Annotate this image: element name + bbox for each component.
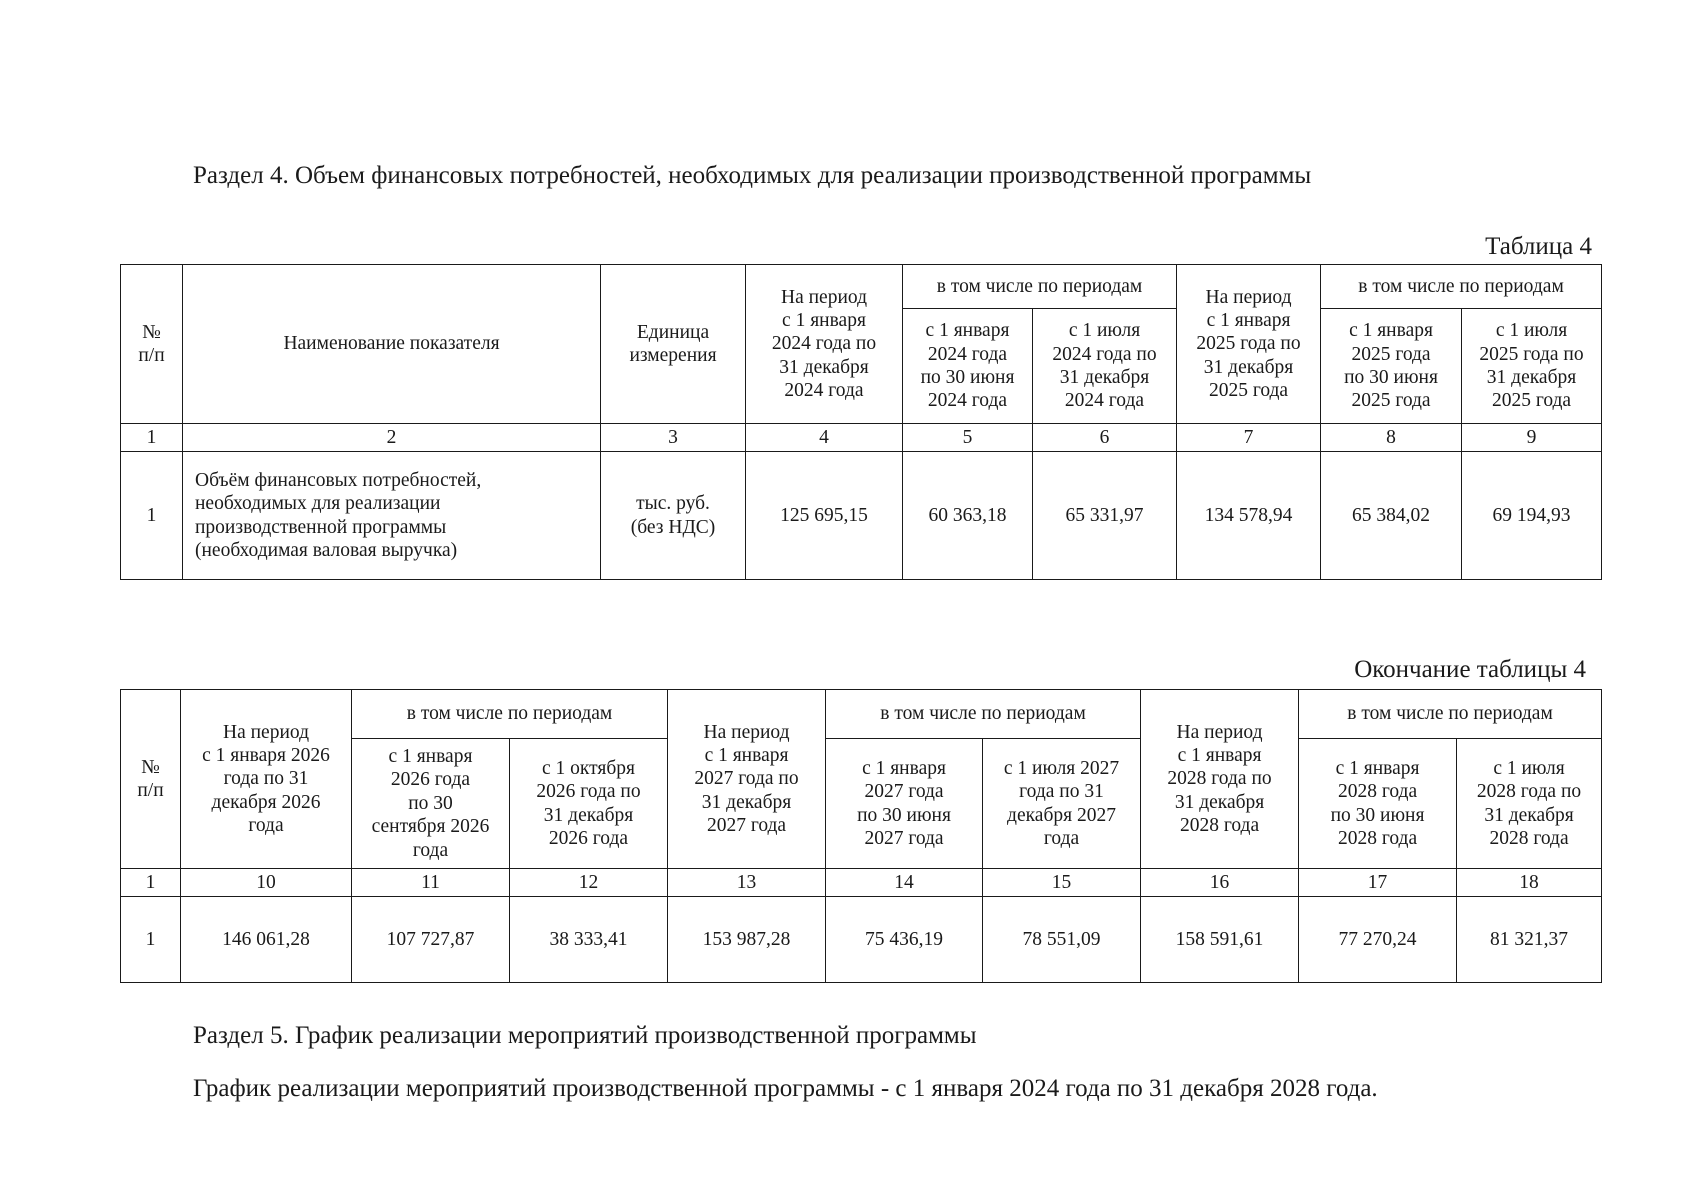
header-h1-2028: с 1 января 2028 года по 30 июня 2028 года [1299,739,1457,869]
value-period-2024: 125 695,15 [746,452,903,580]
column-number: 15 [983,869,1141,897]
header-period-2028: На период с 1 января 2028 года по 31 декабря 2028 года [1141,690,1299,869]
value-h2-2027: 78 551,09 [983,897,1141,983]
header-h2-2028: с 1 июля 2028 года по 31 декабря 2028 года [1457,739,1602,869]
value-h2-2024: 65 331,97 [1033,452,1177,580]
header-group-2024: в том числе по периодам [903,265,1177,309]
column-number: 1 [121,869,181,897]
row-indicator-name: Объём финансовых потребностей, необходимых для реализации производственной программы (необходимая валовая выручка) [183,452,601,580]
header-period-2027: На период с 1 января 2027 года по 31 декабря 2027 года [668,690,826,869]
value-h1-2027: 75 436,19 [826,897,983,983]
row-unit: тыс. руб. (без НДС) [601,452,746,580]
header-num: № п/п [121,265,183,424]
column-number: 17 [1299,869,1457,897]
header-num: № п/п [121,690,181,869]
value-p1-2026: 107 727,87 [352,897,510,983]
header-period-2026: На период с 1 января 2026 года по 31 декабря 2026 года [181,690,352,869]
value-period-2025: 134 578,94 [1177,452,1321,580]
value-p2-2026: 38 333,41 [510,897,668,983]
header-p1-2026: с 1 января 2026 года по 30 сентября 2026 года [352,739,510,869]
column-number: 5 [903,424,1033,452]
row-num: 1 [121,452,183,580]
header-group-2025: в том числе по периодам [1321,265,1602,309]
header-h2-2024: с 1 июля 2024 года по 31 декабря 2024 года [1033,309,1177,424]
column-number: 7 [1177,424,1321,452]
table-row [121,452,1602,580]
column-number: 2 [183,424,601,452]
header-unit: Единица измерения [601,265,746,424]
column-number: 9 [1462,424,1602,452]
header-indicator-name: Наименование показателя [183,265,601,424]
section-5-heading: Раздел 5. График реализации мероприятий производственной программы [193,1022,977,1049]
table-4-end-caption: Окончание таблицы 4 [1354,656,1586,683]
table-4-caption: Таблица 4 [1485,233,1592,260]
column-number: 16 [1141,869,1299,897]
column-number: 10 [181,869,352,897]
column-numbers-row [121,869,1602,897]
value-h2-2028: 81 321,37 [1457,897,1602,983]
column-number: 18 [1457,869,1602,897]
value-period-2027: 153 987,28 [668,897,826,983]
value-period-2028: 158 591,61 [1141,897,1299,983]
value-h1-2024: 60 363,18 [903,452,1033,580]
header-group-2026: в том числе по периодам [352,690,668,739]
column-number: 4 [746,424,903,452]
header-h2-2027: с 1 июля 2027 года по 31 декабря 2027 года [983,739,1141,869]
section-4-heading: Раздел 4. Объем финансовых потребностей, необходимых для реализации производственной программы [193,162,1312,189]
header-h1-2027: с 1 января 2027 года по 30 июня 2027 года [826,739,983,869]
column-number: 6 [1033,424,1177,452]
column-number: 13 [668,869,826,897]
table-row [121,897,1602,983]
financial-needs-table [120,264,1602,580]
header-period-2024: На период с 1 января 2024 года по 31 декабря 2024 года [746,265,903,424]
value-h1-2028: 77 270,24 [1299,897,1457,983]
header-period-2025: На период с 1 января 2025 года по 31 декабря 2025 года [1177,265,1321,424]
column-numbers-row [121,424,1602,452]
schedule-statement: График реализации мероприятий производственной программы - с 1 января 2024 года по 31 декабря 2028 года. [193,1075,1378,1102]
header-group-2027: в том числе по периодам [826,690,1141,739]
header-h1-2024: с 1 января 2024 года по 30 июня 2024 года [903,309,1033,424]
row-num: 1 [121,897,181,983]
financial-needs-table-continued [120,689,1602,983]
column-number: 14 [826,869,983,897]
column-number: 11 [352,869,510,897]
value-period-2026: 146 061,28 [181,897,352,983]
value-h2-2025: 69 194,93 [1462,452,1602,580]
value-h1-2025: 65 384,02 [1321,452,1462,580]
header-h1-2025: с 1 января 2025 года по 30 июня 2025 года [1321,309,1462,424]
header-group-2028: в том числе по периодам [1299,690,1602,739]
column-number: 3 [601,424,746,452]
column-number: 1 [121,424,183,452]
header-h2-2025: с 1 июля 2025 года по 31 декабря 2025 года [1462,309,1602,424]
header-p2-2026: с 1 октября 2026 года по 31 декабря 2026 года [510,739,668,869]
column-number: 12 [510,869,668,897]
column-number: 8 [1321,424,1462,452]
